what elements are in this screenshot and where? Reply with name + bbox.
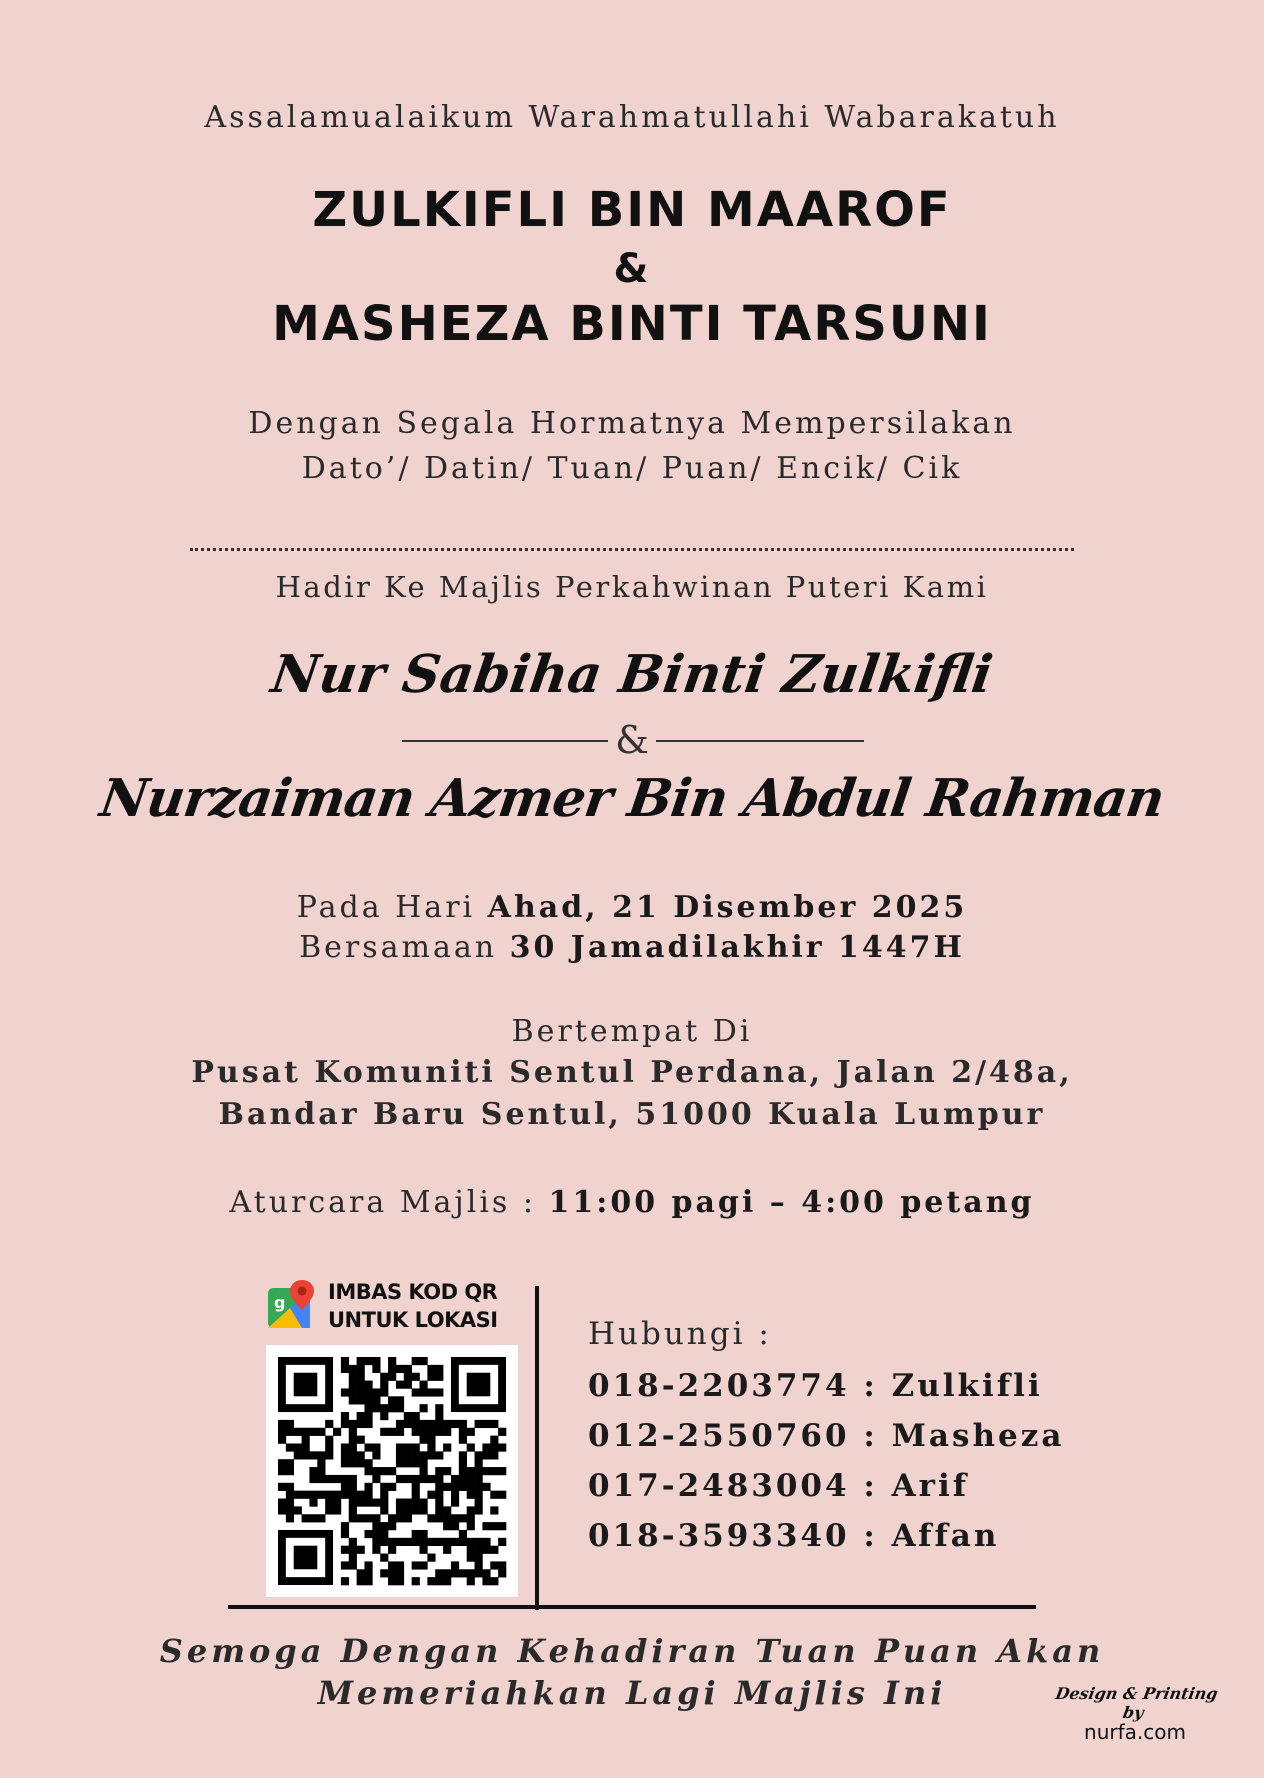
google-maps-icon [266,1278,318,1330]
schedule-value: 11:00 pagi – 4:00 petang [548,1185,1035,1220]
credit-website[interactable]: nurfa.com [1084,1720,1186,1744]
venue-line-2: Bandar Baru Sentul, 51000 Kuala Lumpur [218,1097,1046,1132]
hijri-prefix: Bersamaan [299,930,510,965]
father-name: ZULKIFLI BIN MAAROF [312,182,952,238]
parents-ampersand: & [613,246,651,292]
schedule-line [0,1185,1264,1220]
contact-row: 018-3593340 : Affan [588,1518,1000,1554]
qr-caption [266,1276,526,1334]
contact-phone[interactable]: 018-2203774 [588,1368,850,1404]
closing-line-2: Memeriahkan Lagi Majlis Ini [317,1674,947,1712]
mother-name: MASHEZA BINTI TARSUNI [272,296,992,352]
groom-name: Nurzaiman Azmer Bin Abdul Rahman [96,768,1168,829]
greeting: Assalamualaikum Warahmatullahi Wabarakatuh [204,100,1060,135]
credit-line-1: Design & Printing by [1053,1684,1220,1722]
schedule-label: Aturcara Majlis : [229,1185,549,1220]
vertical-divider [535,1286,539,1610]
dotted-divider [190,548,1074,551]
date-line [0,890,1264,925]
hijri-value: 30 Jamadilakhir 1447H [509,930,965,965]
date-prefix: Pada Hari [296,890,488,925]
divider-right [656,740,864,742]
invite-line-1: Dengan Segala Hormatnya Mempersilakan [248,406,1016,441]
contact-row: 018-2203774 : Zulkifli [588,1368,1043,1404]
invite-line-3: Hadir Ke Majlis Perkahwinan Puteri Kami [275,570,989,604]
contact-name: Affan [891,1518,1000,1554]
venue-line-1: Pusat Komuniti Sentul Perdana, Jalan 2/48a, [191,1055,1073,1090]
contact-row: 017-2483004 : Arif [588,1468,970,1504]
bride-name: Nur Sabiha Binti Zulkifli [267,644,997,705]
svg-text:g: g [274,1293,286,1312]
couple-ampersand: & [615,718,649,762]
qr-caption-line-2: UNTUK LOKASI [328,1308,498,1332]
location-qr-code[interactable] [266,1345,518,1597]
contact-heading: Hubungi : [588,1316,772,1352]
closing-line-1: Semoga Dengan Kehadiran Tuan Puan Akan [159,1632,1105,1670]
invite-line-2: Dato’/ Datin/ Tuan/ Puan/ Encik/ Cik [301,451,963,486]
contact-name: Masheza [891,1418,1065,1454]
qr-caption-line-1: IMBAS KOD QR [328,1280,498,1304]
contact-phone[interactable]: 012-2550760 [588,1418,850,1454]
venue-heading: Bertempat Di [511,1014,753,1049]
hijri-date-line [0,930,1264,965]
contact-phone[interactable]: 017-2483004 [588,1468,850,1504]
contact-phone[interactable]: 018-3593340 [588,1518,850,1554]
printer-credit [1050,1684,1220,1744]
contact-row: 012-2550760 : Masheza [588,1418,1065,1454]
contact-name: Zulkifli [891,1368,1043,1404]
horizontal-divider [228,1605,1036,1609]
contact-name: Arif [891,1468,970,1504]
date-value: Ahad, 21 Disember 2025 [487,890,968,925]
qr-code-image [266,1345,518,1597]
